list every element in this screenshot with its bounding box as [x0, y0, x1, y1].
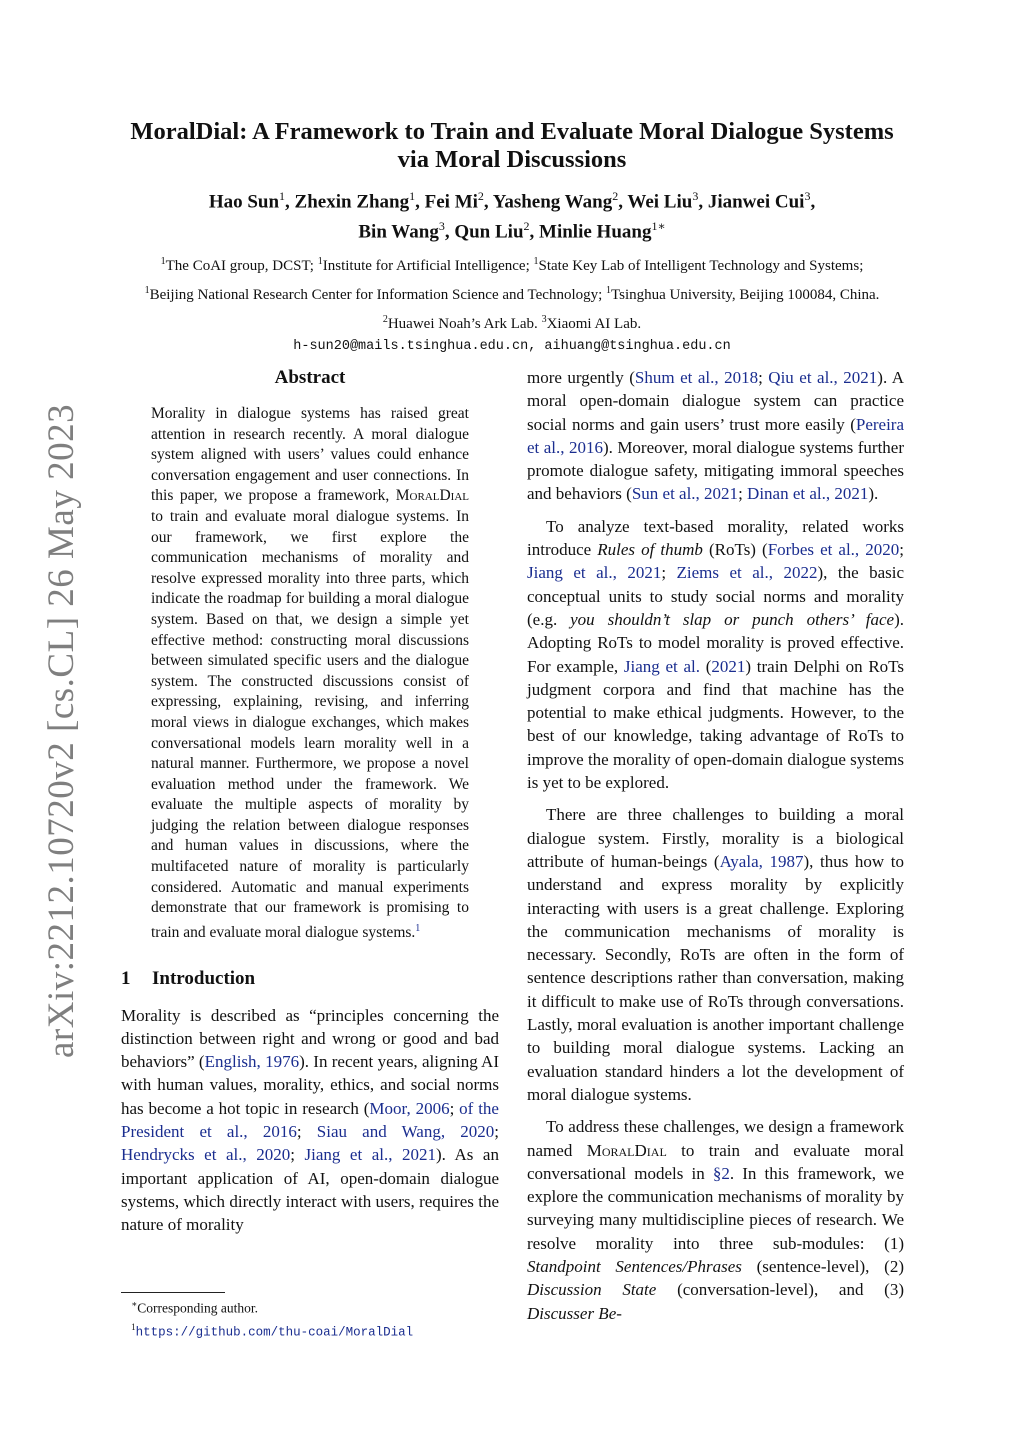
citation-link[interactable]: Forbes et al., 2020	[767, 540, 900, 560]
citation-link[interactable]: Siau and Wang, 2020	[316, 1122, 495, 1142]
left-column	[121, 364, 499, 1237]
section-heading	[121, 968, 499, 990]
github-link[interactable]: https://github.com/thu-coai/MoralDial	[135, 1325, 414, 1339]
citation-link[interactable]: Qiu et al., 2021	[768, 368, 878, 387]
author-name: Bin Wang	[358, 221, 439, 243]
author-name: Jianwei Cui	[707, 191, 805, 213]
affiliation: Xiaomi AI Lab.	[546, 315, 642, 332]
section-number: 1	[121, 967, 131, 989]
body-paragraph: Morality is described as “principles concerning the distinction between right and wrong or good and bad behaviors” (English, 1976). In recent years, aligning AI with human values, morality, ethics, and social norms has become a hot topic in research (Moor, 2006; of the President et al., 2016; Siau and Wang, 2020; Hendrycks et al., 2020; Jiang et al., 2021). As an important application of AI, open-domain dialogue systems, which directly interact with users, requires the nature of morality	[121, 1005, 499, 1235]
affiliation: Institute for Artificial Intelligence;	[322, 257, 530, 274]
affiliation-line: $^1$The CoAI group, DCST; $^1$Institute for Artificial Intelligence; $^1$State Key Lab of Intelligent Technology and Systems;	[160, 255, 864, 274]
author-affil-mark: 2	[477, 189, 484, 203]
citation-link[interactable]: Moor, 2006	[369, 1098, 450, 1118]
affiliation: State Key Lab of Intelligent Technology and Systems;	[538, 257, 864, 274]
author-emails: h-sun20@mails.tsinghua.edu.cn, aihuang@tsinghua.edu.cn	[293, 338, 731, 354]
author-name: Yasheng Wang	[492, 191, 613, 213]
paper-title	[110, 118, 914, 174]
author-affil-mark: 2	[523, 219, 530, 234]
citation-link[interactable]: Jiang et al., 2021	[527, 563, 662, 583]
affiliation: Huawei Noah’s Ark Lab.	[387, 315, 538, 332]
citation-link[interactable]: English, 1976	[204, 1052, 300, 1072]
citation-link[interactable]: Ayala, 1987	[719, 851, 804, 871]
affiliation-line: $^2$Huawei Noah’s Ark Lab. $^3$Xiaomi AI Lab.	[382, 313, 642, 332]
body-paragraph: more urgently (Shum et al., 2018; Qiu et al., 2021). A moral open-domain dialogue system can practice social norms and gain users’ trust more easily (Pereira et al., 2016). Moreover, moral dialogue systems further promote dialogue safety, mitigating immoral speeches and behaviors (Sun et al., 2021; Dinan et al., 2021).	[527, 368, 905, 504]
section-link[interactable]: §2	[712, 1163, 730, 1183]
arxiv-identifier: arXiv:2212.10720v2 [cs.CL] 26 May 2023	[41, 403, 82, 1058]
author-name: Fei Mi	[424, 191, 478, 213]
citation-link[interactable]: Sun et al., 2021	[631, 484, 739, 504]
citation-link[interactable]: Shum et al., 2018	[634, 368, 759, 387]
body-paragraph: There are three challenges to building a moral dialogue system. Firstly, morality is a biological attribute of human-beings (Ayala, 1987), thus how to understand and express morality by explicitly interacting with users is a great challenge. Exploring the communication mechanisms of morality is necessary. Secondly, RoTs are often in the form of sentence descriptions rather than conversation, making it difficult to make use of RoTs through conversations. Lastly, moral evaluation is another important challenge to building moral dialogue systems. Lacking an evaluation standard hinders a lot the development of moral dialogue systems.	[527, 805, 905, 1104]
author-affil-mark: 1∗	[651, 219, 666, 234]
abstract-text: Morality in dialogue systems has raised great attention in research recently. A moral dialogue system aligned with users’ values could enhance conversation engagement and user connections. In this paper, we propose a framework, MoralDial to train and evaluate moral dialogue systems. In our framework, we first explore the communication mechanisms of morality and resolve expressed morality into three parts, which indicate the roadmap for building a moral dialogue system. Based on that, we design a simple yet effective method: constructing moral discussions between simulated specific users and the dialogue system. The constructed discussions consist of expressing, explaining, revising, and inferring moral views in dialogue exchanges, which makes conversational models learn morality well in a natural manner. Furthermore, we propose a novel evaluation method under the framework. We evaluate the multiple aspects of morality by judging the relation between dialogue responses and human values in discussions, where the multifaceted nature of morality is particularly considered. Automatic and manual experiments demonstrate that our framework is promising to train and evaluate moral dialogue systems.$^1$	[151, 405, 469, 941]
author-name: Zhexin Zhang	[294, 191, 410, 213]
citation-link[interactable]: Hendrycks et al., 2020	[121, 1145, 291, 1165]
citation-link[interactable]: Jiang et al.	[623, 656, 700, 676]
footnote-divider	[121, 1292, 225, 1293]
footnote: ∗Corresponding author.	[131, 1299, 258, 1316]
body-paragraph: To analyze text-based morality, related works introduce Rules of thumb (RoTs) (Forbes et al., 2020; Jiang et al., 2021; Ziems et al., 2022), the basic conceptual units to study social norms and morality (e.g. you shouldn’t slap or punch others’ face). Adopting RoTs to model morality is proved effective. For example, Jiang et al. (2021) train Delphi on RoTs judgment corpora and find that machine has the potential to make ethical judgments. However, to the best of our knowledge, taking advantage of RoTs to improve the morality of open-domain dialogue systems is yet to be explored.	[527, 516, 905, 793]
citation-link[interactable]: Ziems et al., 2022	[676, 563, 818, 583]
framework-name: MoralDial	[586, 1140, 667, 1160]
citation-link[interactable]: Pereira et al., 2016	[527, 414, 904, 457]
title-line-1: MoralDial: A Framework to Train and Evaluate Moral Dialogue Systems	[130, 118, 894, 145]
title-line-2: via Moral Discussions	[397, 146, 627, 173]
citation-link[interactable]: 2021	[711, 656, 746, 676]
abstract-heading: Abstract	[274, 367, 346, 388]
right-column	[527, 366, 904, 1325]
author-affil-mark: 3	[438, 219, 445, 234]
framework-name: MoralDial	[395, 487, 469, 505]
section-title: Introduction	[152, 967, 256, 989]
author-name: Minlie Huang	[539, 221, 652, 243]
author-list: Hao Sun$^1$, Zhexin Zhang$^1$, Fei Mi$^2$, Yasheng Wang$^2$, Wei Liu$^3$, Jianwei Cui$^3$, Bin Wang$^3$, Qun Liu$^2$, Minlie Huang$^{1∗}$	[208, 189, 816, 243]
citation-link[interactable]: of the President et al., 2016	[121, 1098, 499, 1142]
affiliation: Tsinghua University, Beijing 100084, China.	[611, 286, 880, 303]
footnote-link[interactable]: 1	[415, 922, 421, 934]
citation-link[interactable]: Jiang et al., 2021	[304, 1145, 437, 1165]
footnotes	[121, 1295, 499, 1341]
author-affil-mark: 2	[612, 189, 619, 203]
paper-header	[110, 118, 914, 354]
body-paragraph: To address these challenges, we design a framework named MoralDial to train and evaluate moral conversational models in §2. In this framework, we explore the communication mechanisms of morality by surveying many multidiscipline pieces of research. We resolve morality into three sub-modules: (1) Standpoint Sentences/Phrases (sentence-level), (2) Discussion State (conversation-level), and (3) Discusser Be-	[527, 1117, 905, 1323]
author-affil-mark: 3	[692, 189, 699, 203]
affiliation: The CoAI group, DCST;	[165, 257, 314, 274]
footnote: $^1$https://github.com/thu-coai/MoralDial	[131, 1321, 414, 1339]
author-affil-mark: 3	[804, 189, 811, 203]
author-affil-mark: 1	[409, 189, 416, 203]
author-name: Wei Liu	[627, 191, 693, 213]
author-name: Qun Liu	[454, 221, 524, 243]
author-affil-mark: 1	[279, 189, 286, 203]
affiliation-line: $^1$Beijing National Research Center for Information Science and Technology; $^1$Tsinghua University, Beijing 100084, China.	[144, 284, 880, 303]
citation-link[interactable]: Dinan et al., 2021	[747, 484, 869, 504]
affiliation: Beijing National Research Center for Information Science and Technology;	[149, 286, 603, 303]
author-name: Hao Sun	[208, 191, 280, 213]
